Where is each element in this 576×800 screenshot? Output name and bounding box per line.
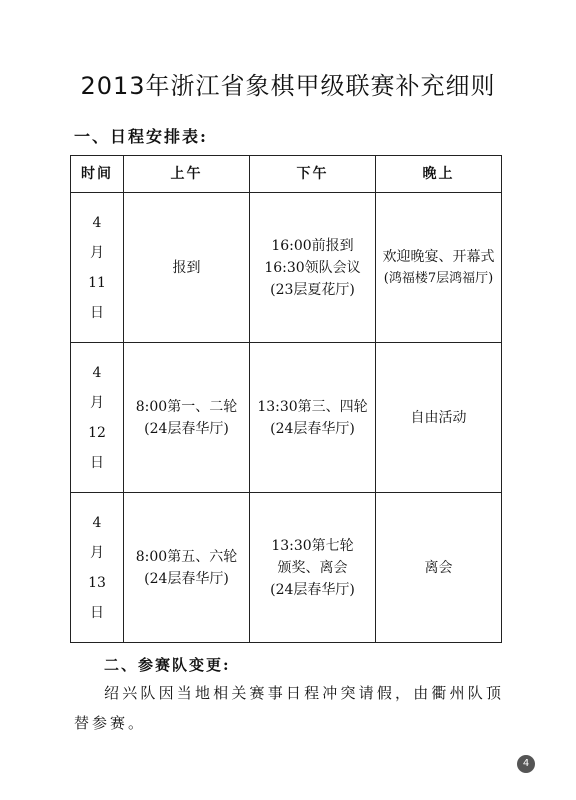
date-line: 日 (90, 604, 104, 621)
date-cell (71, 193, 124, 343)
date-line: 4 (92, 364, 102, 381)
cell-line: 8:00第一、二轮 (135, 398, 238, 415)
date-line: 月 (90, 244, 104, 261)
cell-line: (23层夏花厅) (270, 281, 355, 298)
date-line: 4 (92, 214, 102, 231)
evening-cell (376, 193, 502, 343)
cell-line: 欢迎晚宴、开幕式 (382, 248, 495, 265)
team-change-paragraph: 绍兴队因当地相关赛事日程冲突请假，由衢州队顶替参赛。 (74, 684, 504, 732)
section-heading-schedule: 一、日程安排表: (74, 127, 208, 146)
header-time: 时间 (71, 156, 124, 193)
morning-cell (124, 343, 250, 493)
header-afternoon: 下午 (250, 156, 376, 193)
date-line: 日 (90, 304, 104, 321)
table-row (71, 343, 502, 493)
table-header-row (71, 156, 502, 193)
evening-cell (376, 343, 502, 493)
cell-line: (24层春华厅) (270, 581, 355, 598)
date-line: 13 (88, 574, 106, 591)
cell-line: 报到 (172, 259, 201, 276)
cell-line: 8:00第五、六轮 (135, 548, 238, 565)
date-line: 4 (92, 514, 102, 531)
table-row (71, 493, 502, 643)
header-evening: 晚上 (376, 156, 502, 193)
date-line: 12 (88, 424, 106, 441)
section-heading-team-change: 二、参赛队变更: (104, 656, 231, 674)
table-row (71, 193, 502, 343)
cell-line: 自由活动 (410, 409, 467, 426)
cell-line: (鸿福楼7层鸿福厅) (383, 270, 494, 286)
cell-line: 13:30第三、四轮 (257, 398, 368, 415)
cell-line: 16:00前报到 (271, 237, 354, 254)
afternoon-cell (250, 343, 376, 493)
date-line: 月 (90, 544, 104, 561)
afternoon-cell (250, 493, 376, 643)
document-title: 2013年浙江省象棋甲级联赛补充细则 (80, 72, 496, 100)
cell-line: 离会 (424, 559, 453, 576)
date-cell (71, 493, 124, 643)
morning-cell (124, 493, 250, 643)
date-cell (71, 343, 124, 493)
page-number-badge: 4 (517, 755, 535, 773)
date-line: 日 (90, 454, 104, 471)
date-line: 月 (90, 394, 104, 411)
cell-line: 13:30第七轮 (271, 537, 354, 554)
schedule-table (70, 155, 502, 643)
header-morning: 上午 (124, 156, 250, 193)
cell-line: 颁奖、离会 (277, 559, 348, 576)
cell-line: (24层春华厅) (144, 420, 229, 437)
cell-line: 16:30领队会议 (264, 259, 361, 276)
afternoon-cell (250, 193, 376, 343)
cell-line: (24层春华厅) (144, 570, 229, 587)
morning-cell (124, 193, 250, 343)
evening-cell (376, 493, 502, 643)
date-line: 11 (88, 274, 106, 291)
cell-line: (24层春华厅) (270, 420, 355, 437)
